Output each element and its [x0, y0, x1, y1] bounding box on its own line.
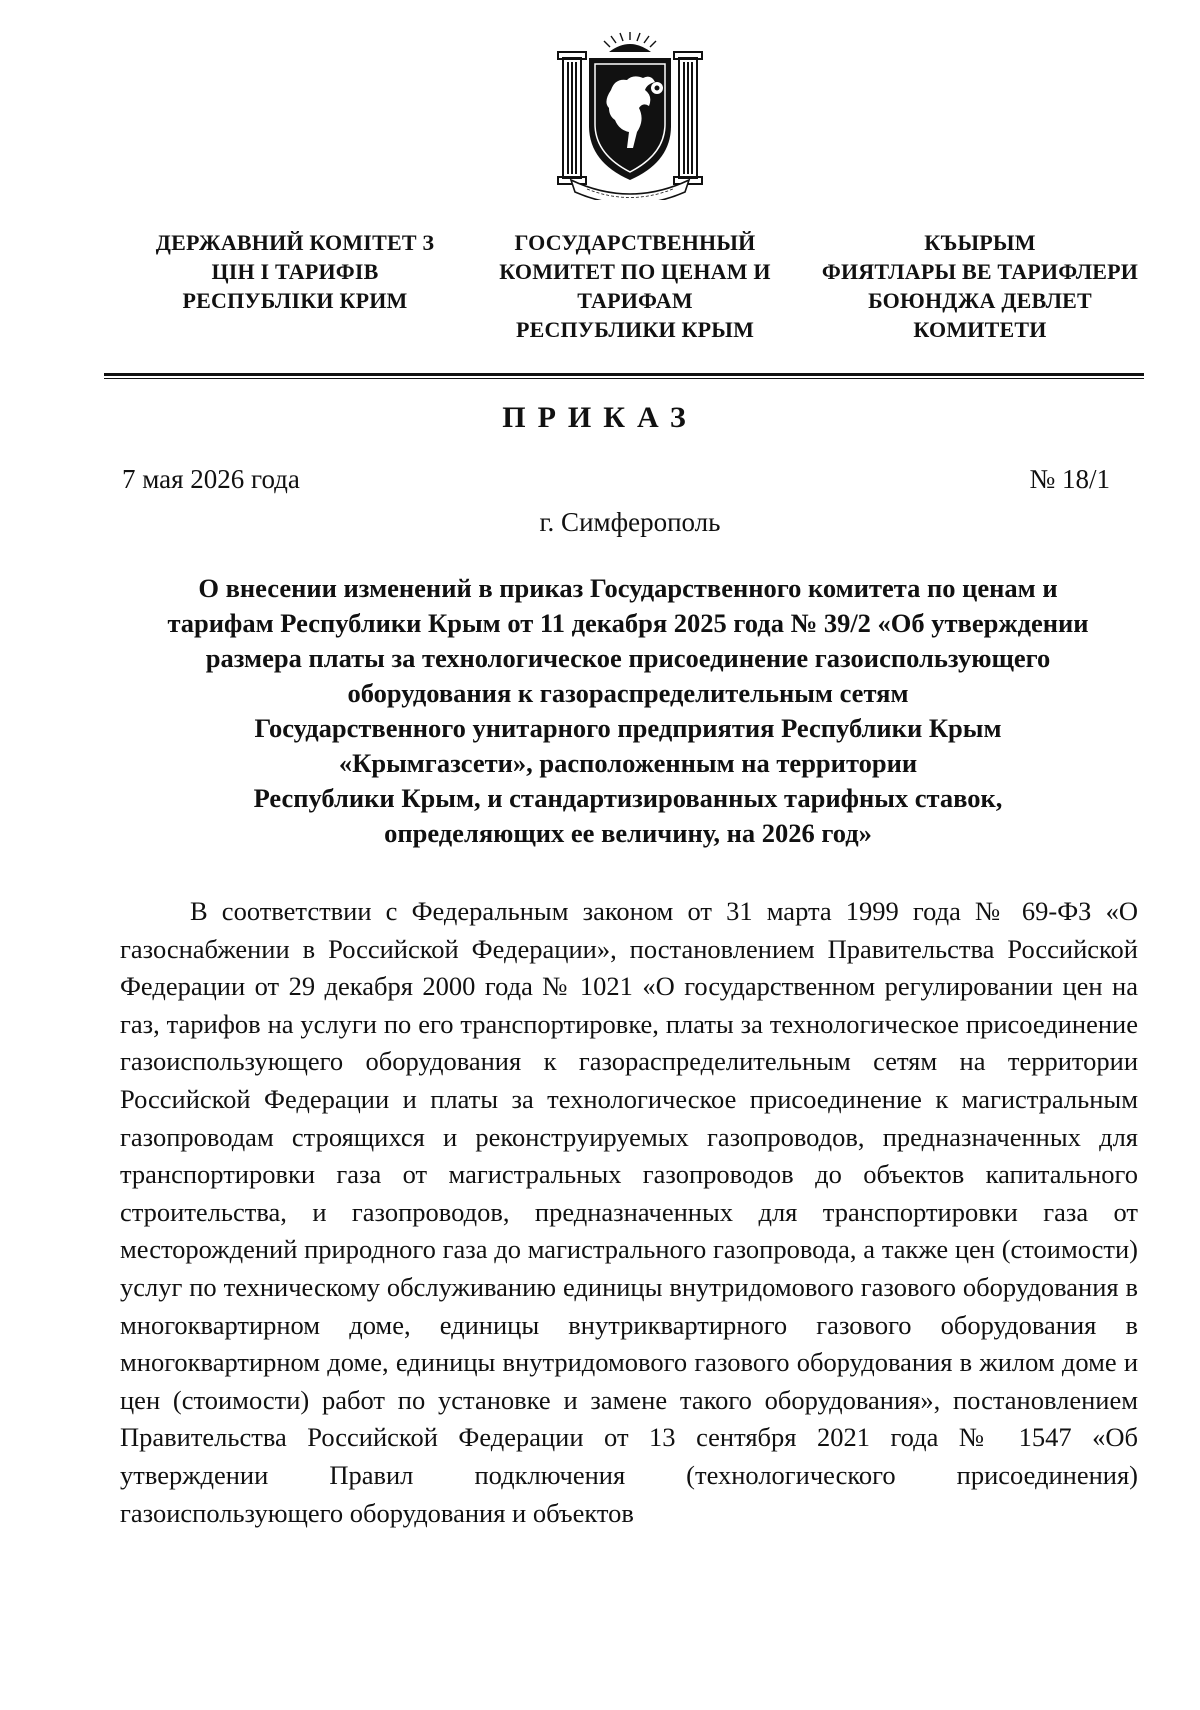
document-city: г. Симферополь: [539, 507, 721, 537]
crimea-coat-of-arms-icon: [553, 30, 707, 200]
header-russian-name: ГОСУДАРСТВЕННЫЙ КОМИТЕТ ПО ЦЕНАМ И ТАРИФАМ РЕСПУБЛИКИ КРЫМ: [499, 230, 771, 342]
header-ukrainian-name: ДЕРЖАВНИЙ КОМІТЕТ З ЦІН І ТАРИФІВ РЕСПУБЛІКИ КРИМ: [155, 230, 435, 313]
document-title: ПРИКАЗ: [502, 401, 698, 434]
document-body-paragraph: В соответствии с Федеральным законом от 31 марта 1999 года № 69-ФЗ «О газоснабжении в Российской Федерации», постановлением Правительства Российской Федерации от 29 декабря 2000 года № 1021 «О государственном регулировании цен на газ, тарифов на услуги по его транспортировке, платы за технологическое присоединение газоиспользующего оборудования к газораспределительным сетям на территории Российской Федерации и платы за технологическое присоединение к магистральным газопроводам строящихся и реконструируемых газопроводов, предназначенных для транспортировки газа от магистральных газопроводов до объектов капитального строительства, и газопроводов, предназначенных для транспортировки газа от месторождений природного газа до магистрального газопровода, а также цен (стоимости) услуг по техническому обслуживанию единицы внутридомового газового оборудования в многоквартирном доме, единицы внутриквартирного газового оборудования в многоквартирном доме, единицы внутридомового газового оборудования в жилом доме и цен (стоимости) работ по установке и замене такого оборудования», постановлением Правительства Российской Федерации от 13 сентября 2021 года № 1547 «Об утверждении Правил подключения (технологического присоединения) газоиспользующего оборудования и объектов: [120, 896, 1138, 1528]
header-divider-thin: [104, 378, 1144, 379]
header-crimean-tatar-name: КЪЫРЫМ ФИЯТЛАРЫ ВЕ ТАРИФЛЕРИ БОЮНДЖА ДЕВЛЕТ КОМИТЕТИ: [821, 230, 1139, 342]
document-number: № 18/1: [1029, 464, 1110, 494]
document-subject: О внесении изменений в приказ Государственного комитета по ценам и тарифам Республики Крым от 11 декабря 2025 года № 39/2 «Об утверждении размера платы за технологическое присоединение газоиспользующего оборудования к газораспределительным сетям Государственного унитарного предприятия Республики Крым «Крымгазсети», расположенным на территории Республики Крым, и стандартизированных тарифных ставок, определяющих ее величину, на 2026 год»: [167, 573, 1089, 848]
header-divider-thick: [104, 373, 1144, 376]
document-date: 7 мая 2026 года: [122, 464, 300, 494]
